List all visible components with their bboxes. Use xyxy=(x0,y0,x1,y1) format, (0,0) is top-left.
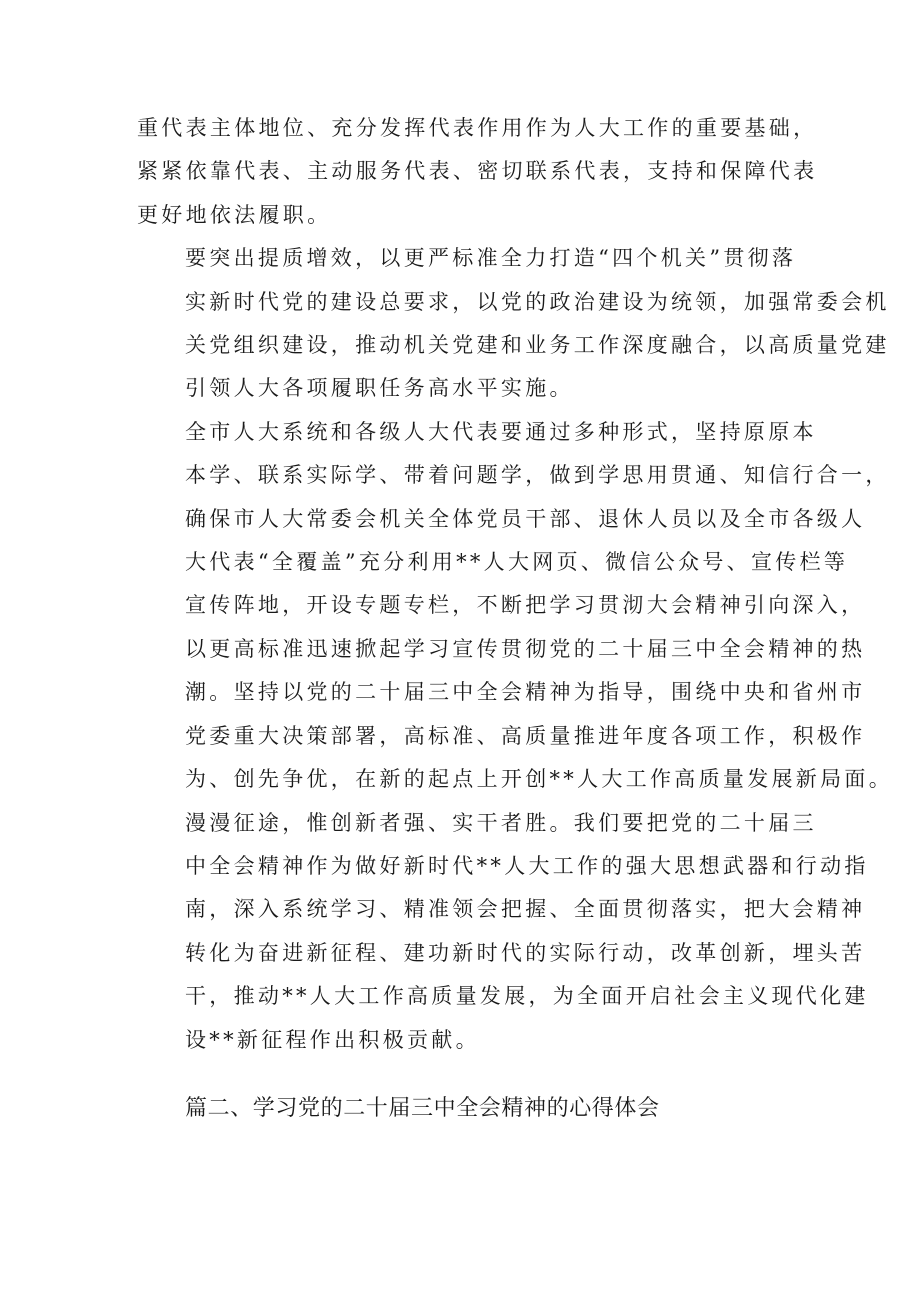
text-line: 引领人大各项履职任务高水平实施。 xyxy=(185,376,574,401)
text-line: 全市人大系统和各级人大代表要通过多种形式，坚持原原本 xyxy=(185,419,817,444)
text-line: 潮。坚持以党的二十届三中全会精神为指导，围绕中央和省州市 xyxy=(185,680,866,705)
text-line: 漫漫征途，惟创新者强、实干者胜。我们要把党的二十届三 xyxy=(185,810,817,835)
text-line: 紧紧依靠代表、主动服务代表、密切联系代表，支持和保障代表 xyxy=(137,159,818,184)
text-line: 中全会精神作为做好新时代**人大工作的强大思想武器和行动指 xyxy=(185,853,869,878)
document-body xyxy=(137,107,893,1062)
text-line: 转化为奋进新征程、建功新时代的实际行动，改革创新，埋头苦 xyxy=(185,940,866,965)
text-line: 南，深入系统学习、精准领会把握、全面贯彻落实，把大会精神 xyxy=(185,897,866,922)
text-line: 设**新征程作出积极贡献。 xyxy=(185,1027,480,1052)
text-line: 实新时代党的建设总要求，以党的政治建设为统领，加强常委会机 xyxy=(185,289,890,314)
text-line: 要突出提质增效，以更严标准全力打造“四个机关”贯彻落 xyxy=(185,246,797,271)
paragraph-continued-representatives xyxy=(137,107,818,237)
paragraph-study-forms xyxy=(137,411,893,802)
paragraph-four-organs xyxy=(137,237,890,411)
text-line: 党委重大决策部署，高标准、高质量推进年度各项工作，积极作 xyxy=(185,723,866,748)
text-line: 为、创先争优，在新的起点上开创**人大工作高质量发展新局面。 xyxy=(185,767,893,792)
text-line: 本学、联系实际学、带着问题学，做到学思用贯通、知信行合一， xyxy=(185,463,890,488)
text-line: 宣传阵地，开设专题专栏，不断把学习贯沏大会精神引向深入， xyxy=(185,593,866,618)
text-line: 确保市人大常委会机关全体党员干部、退休人员以及全市各级人 xyxy=(185,506,866,531)
text-line: 重代表主体地位、充分发挥代表作用作为人大工作的重要基础， xyxy=(137,116,818,140)
text-line: 关党组织建设，推动机关党建和业务工作深度融合，以高质量党建 xyxy=(185,333,890,358)
text-line: 更好地依法履职。 xyxy=(137,202,332,227)
text-line: 大代表“全覆盖”充分利用**人大网页、微信公众号、宣传栏等 xyxy=(185,550,849,575)
paragraph-conclusion xyxy=(137,802,869,1062)
text-line: 以更高标准迅速掀起学习宣传贯彻党的二十届三中全会精神的热 xyxy=(185,636,866,661)
text-line: 干，推动**人大工作高质量发展，为全面开启社会主义现代化建 xyxy=(185,984,869,1009)
section-heading: 篇二、学习党的二十届三中全会精神的心得体会 xyxy=(185,1096,660,1121)
